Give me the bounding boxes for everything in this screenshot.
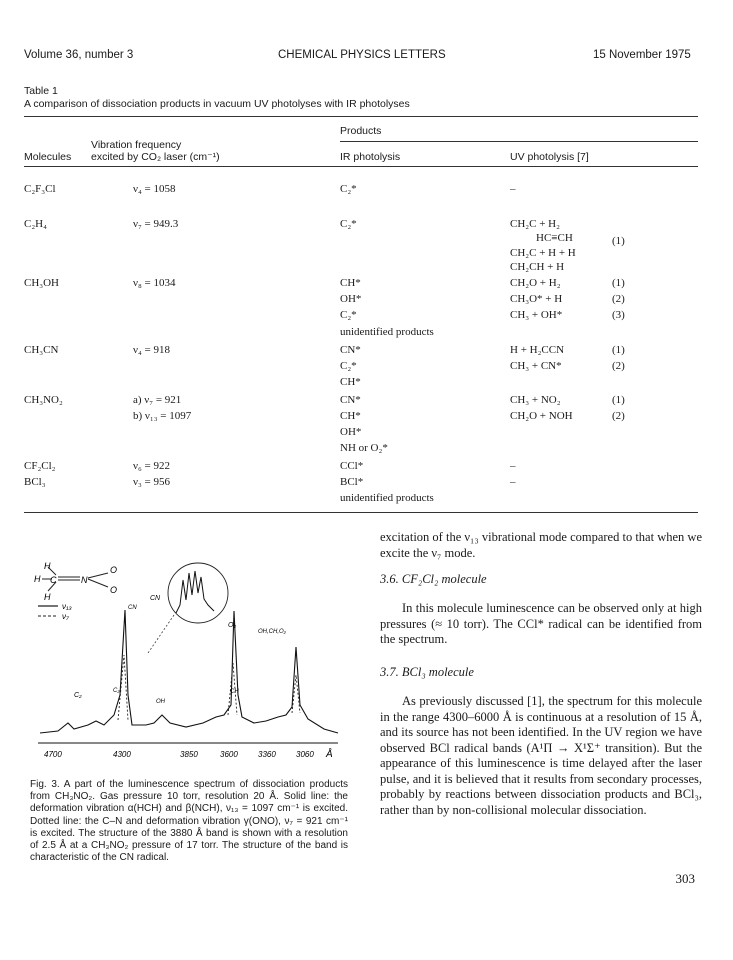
table-cell-ir: unidentified products — [340, 492, 434, 504]
table-cell-ir: BCl* — [340, 476, 364, 488]
table-cell-uv: CH₃O* + H — [510, 293, 563, 305]
table-cell-uv: – — [510, 476, 516, 488]
table-cell-vibration: ν₇ = 949.3 — [133, 218, 179, 230]
peak-label-cn: CN — [128, 605, 137, 611]
table-cell-ir: C₂* — [340, 309, 357, 321]
table-cell-molecule: C₂F₃Cl — [24, 183, 56, 195]
table-cell-vibration: ν₈ = 1034 — [133, 277, 176, 289]
table-cell-ir: OH* — [340, 293, 362, 305]
struct-h3: H — [44, 592, 51, 602]
inset-guide — [148, 615, 174, 653]
table-cell-ir: CH* — [340, 277, 361, 289]
table-cell-uv: CH₃ + CN* — [510, 360, 562, 372]
table-cell-ir: unidentified products — [340, 326, 434, 338]
axis-tick-label: 3060 — [296, 750, 314, 759]
peak-label-mix: OH,CH,O₂ — [258, 629, 286, 635]
table-cell-uv: CH₃ + NO₂ — [510, 394, 561, 406]
legend-dotted-label: ν₇ — [62, 612, 69, 621]
section-3-7-text: As previously discussed [1], the spectrum for this molecule in the range 4300–6000 Å is continuous at a resolution of 15 Å, and its source has not been identified. In the UV region we have observed BCl radical bands (A¹Π → X¹Σ⁺ transition). But the appearance of this luminescence is time delayed after the laser pulse, and it is believed that it results from secondary processes, probably by reactions between dissociation products and BCl₃, rather than by non-collisional molecular dissociation. — [380, 694, 702, 817]
header-uv: UV photolysis [7] — [510, 151, 589, 163]
table-cell-uv: – — [510, 183, 516, 195]
struct-o2: O — [110, 585, 118, 595]
table-cell-vibration: b) ν₁₃ = 1097 — [133, 410, 192, 422]
axis-tick-label: 4300 — [113, 750, 131, 759]
page-number: 303 — [675, 871, 695, 886]
table-cell-molecule: CH₃NO₂ — [24, 394, 63, 406]
table-cell-ir: C₂* — [340, 360, 357, 372]
legend-solid-label: ν₁₃ — [62, 602, 72, 611]
axis-tick-label: 3600 — [220, 750, 238, 759]
table-label: Table 1 — [24, 85, 58, 97]
header-ir: IR photolysis — [340, 151, 401, 163]
table-cell-ir: OH* — [340, 426, 362, 438]
table-cell-ir: CCl* — [340, 460, 364, 472]
peak-label-c2b: C₂ — [113, 688, 120, 694]
table-cell-uv: CH₂C + H + H — [510, 247, 576, 259]
table-cell-ir: CN* — [340, 344, 361, 356]
peak-label-cn-inset: CN — [150, 595, 161, 602]
table-cell-ir: C₂* — [340, 218, 357, 230]
struct-n: N — [81, 575, 88, 585]
luminescence-spectrum-figure — [28, 545, 350, 775]
struct-o1: O — [110, 565, 118, 575]
section-3-6-title: 3.6. CF₂Cl₂ molecule — [380, 572, 487, 586]
header-products: Products — [340, 125, 382, 137]
table-cell-molecule: CH₃OH — [24, 277, 60, 289]
figure-caption: Fig. 3. A part of the luminescence spectrum of dissociation products from CH₃NO₂. Gas pressure 10 torr, resolution 20 Å. Solid line: the deformation vibration α(HCH) and β(NCH), ν₁₃ = 1097 cm⁻¹ is excited. Dotted line: the C–N and deformation vibration γ(ONO), ν₇ = 921 cm⁻¹ is excited. The structure of the 3880 Å band is shown with a resolution of 2.5 Å at a CH₃NO₂ pressure of 17 torr. The structure of the band is characteristic of the CN radical. — [30, 779, 348, 864]
table-cell-vibration: ν₃ = 956 — [133, 476, 171, 488]
table-top-rule — [24, 116, 698, 117]
table-cell-ref: (1) — [612, 277, 625, 289]
table-cell-ref: (1) — [612, 394, 625, 406]
products-rule — [340, 141, 698, 142]
header-molecules: Molecules — [24, 151, 72, 163]
axis-tick-label: 3360 — [258, 750, 276, 759]
table-cell-vibration: a) ν₇ = 921 — [133, 394, 182, 406]
table-cell-molecule: BCl₃ — [24, 476, 46, 488]
table-cell-ir: NH or O₂* — [340, 442, 388, 454]
table-cell-vibration: ν₄ = 918 — [133, 344, 171, 356]
table-bottom-rule — [24, 512, 698, 513]
journal-title: CHEMICAL PHYSICS LETTERS — [278, 49, 446, 61]
header-vibration-2: excited by CO₂ laser (cm⁻¹) — [91, 151, 220, 163]
struct-c: C — [50, 575, 57, 585]
table-cell-ref: (1) — [612, 235, 625, 247]
struct-h2: H — [34, 574, 41, 584]
spectrum-dotted-trace — [118, 655, 300, 720]
table-cell-molecule: C₂H₄ — [24, 218, 47, 230]
table-cell-molecule: CF₂Cl₂ — [24, 460, 56, 472]
struct-h1: H — [44, 561, 51, 571]
table-cell-ref: (3) — [612, 309, 625, 321]
peak-label-o2: O₂ — [228, 622, 237, 629]
table-caption: A comparison of dissociation products in vacuum UV photolyses with IR photolyses — [24, 98, 410, 110]
issue-date: 15 November 1975 — [593, 49, 691, 61]
header-vibration-1: Vibration frequency — [91, 139, 182, 151]
table-cell-ref: (2) — [612, 293, 625, 305]
section-3-6-text: In this molecule luminescence can be observed only at high pressures (≈ 10 torr). The CCl* radical can be identified from the spectrum. — [380, 601, 702, 646]
volume-info: Volume 36, number 3 — [24, 49, 134, 61]
axis-unit: Å — [326, 749, 333, 760]
cn-band-structure — [176, 571, 214, 613]
table-cell-ref: (1) — [612, 344, 625, 356]
table-cell-uv: HC≡CH — [536, 232, 573, 244]
table-cell-ir: CN* — [340, 394, 361, 406]
table-cell-ir: C₂* — [340, 183, 357, 195]
header-bottom-rule — [24, 166, 698, 167]
peak-label-oh: OH — [156, 699, 165, 705]
axis-tick-label: 4700 — [44, 750, 62, 759]
spectrum-solid-trace — [40, 610, 338, 733]
table-cell-vibration: ν₄ = 1058 — [133, 183, 176, 195]
table-cell-ir: CH* — [340, 376, 361, 388]
table-cell-molecule: CH₃CN — [24, 344, 59, 356]
section-3-7-title: 3.7. BCl₃ molecule — [380, 665, 474, 679]
axis-tick-label: 3850 — [180, 750, 198, 759]
table-cell-ref: (2) — [612, 410, 625, 422]
table-cell-uv: – — [510, 460, 516, 472]
table-cell-vibration: ν₆ = 922 — [133, 460, 171, 472]
table-cell-ref: (2) — [612, 360, 625, 372]
peak-label-ch: CH — [230, 689, 239, 695]
table-cell-uv: CH₂O + H₂ — [510, 277, 561, 289]
table-cell-uv: CH₂C + H₂ — [510, 218, 560, 230]
table-cell-uv: CH₂O + NOH — [510, 410, 573, 422]
table-cell-uv: CH₂CH + H — [510, 261, 565, 273]
table-cell-uv: H + H₂CCN — [510, 344, 565, 356]
table-cell-ir: CH* — [340, 410, 361, 422]
table-cell-uv: CH₃ + OH* — [510, 309, 563, 321]
continuation-paragraph: excitation of the ν₁₃ vibrational mode compared to that when we excite the ν₇ mode. — [380, 530, 702, 560]
peak-label-c2: C₂ — [74, 692, 82, 699]
